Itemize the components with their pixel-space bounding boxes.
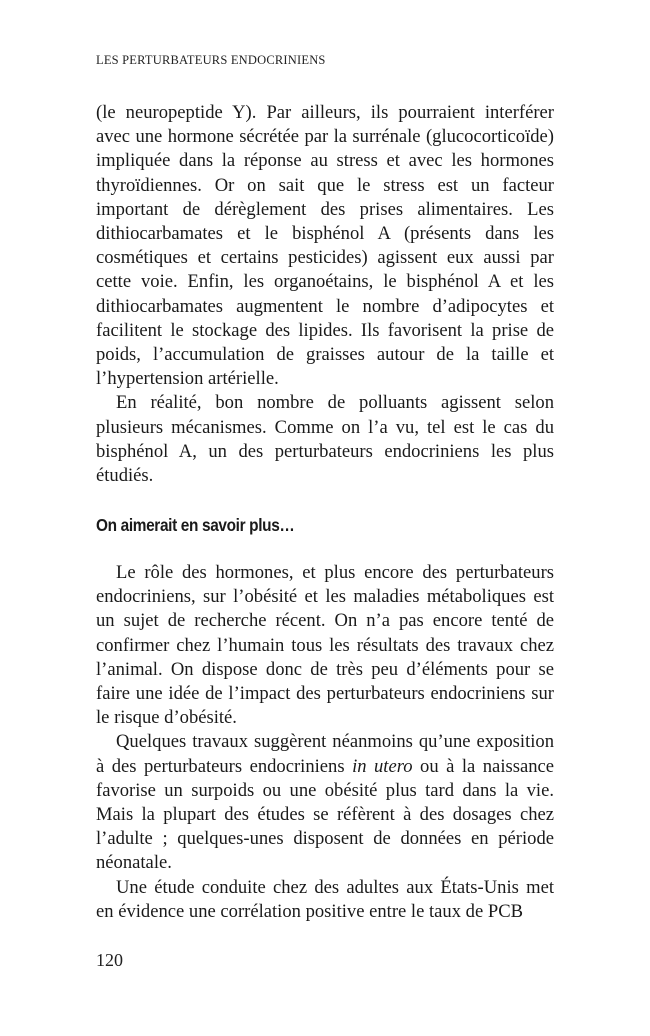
page-number: 120	[96, 950, 123, 970]
paragraph-1: (le neuropeptide Y). Par ailleurs, ils pourraient interférer avec une hormone sécrétée par la surrénale (glucocorticoïde) impliquée dans la réponse au stress et avec les hormones thyroïdiennes. Or on sait que le stress est un facteur important de dérèglement des prises alimentaires. Les dithiocarbamates et le bisphénol A (présents dans les cosmétiques et certains pesticides) agissent eux aussi par cette voie. Enfin, les organoétains, le bisphénol A et les dithiocarbamates augmentent le nombre d’adipocytes et facilitent le stockage des lipides. Ils favorisent la prise de poids, l’accumulation de graisses autour de la taille et l’hypertension artérielle.	[96, 102, 554, 390]
paragraph-4	[96, 730, 554, 875]
paragraph-5: Une étude conduite chez des adultes aux États-Unis met en évidence une corrélation positive entre le taux de PCB	[96, 876, 554, 922]
section-heading: On aimerait en savoir plus…	[96, 515, 295, 535]
running-head: LES PERTURBATEURS ENDOCRINIENS	[96, 53, 326, 67]
paragraph-3: Le rôle des hormones, et plus encore des perturbateurs endocriniens, sur l’obésité et les maladies métaboliques est un sujet de recherche récent. On n’a pas encore tenté de confirmer chez l’humain tous les résultats des travaux chez l’animal. On dispose donc de très peu d’éléments pour se faire une idée de l’impact des perturbateurs endocriniens sur le risque d’obésité.	[96, 562, 554, 729]
body-text-top	[96, 101, 554, 488]
paragraph-4-italic: in utero	[352, 755, 413, 777]
paragraph-4-text-end: ou à la naissance favorise un surpoids ou une obésité plus tard dans la vie. Mais la plupart des études se réfèrent à des dosages chez l’adulte ; quelques-unes disposent de données en période néonatale.	[96, 755, 555, 874]
body-text-bottom	[96, 561, 554, 924]
paragraph-2: En réalité, bon nombre de polluants agissent selon plusieurs mécanismes. Comme on l’a vu, tel est le cas du bisphénol A, un des perturbateurs endocriniens les plus étudiés.	[96, 392, 554, 487]
paragraph-4-text-start: Quelques travaux suggèrent néanmoins qu’une exposition à des perturbateurs endocriniens	[96, 731, 554, 777]
